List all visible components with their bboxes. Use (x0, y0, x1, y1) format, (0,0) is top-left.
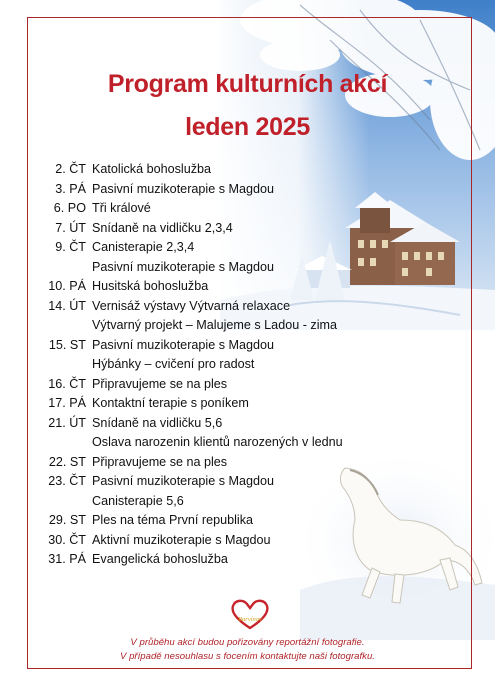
event-row (0, 338, 495, 358)
footer-note-2: V případě nesouhlasu s focením kontaktujte naši fotografku. (120, 651, 375, 662)
event-row (0, 357, 495, 377)
event-text: Připravujeme se na ples (92, 376, 228, 391)
event-text: Oslava narozenin klientů narozených v lednu (92, 435, 343, 449)
event-row (0, 318, 495, 338)
event-date: 6. PO (53, 201, 86, 215)
event-text: Snídaně na vidličku 5,6 (92, 415, 223, 430)
event-text: Aktivní muzikoterapie s Magdou (92, 532, 271, 547)
event-date: 23. ČT (48, 474, 86, 488)
event-date: 30. ČT (48, 532, 86, 547)
event-text: Canisterapie 5,6 (92, 493, 184, 508)
event-text: Evangelická bohoslužba (92, 552, 228, 566)
event-row (0, 416, 495, 436)
event-row (0, 396, 495, 416)
event-row (0, 221, 495, 241)
event-row (0, 377, 495, 397)
event-text: Canisterapie 2,3,4 (92, 240, 195, 254)
event-row (0, 435, 495, 455)
event-row (0, 513, 495, 533)
event-date: 3. PÁ (55, 181, 86, 196)
event-date: 21. ÚT (48, 415, 86, 430)
event-row (0, 182, 495, 202)
event-date: 31. PÁ (48, 552, 86, 566)
event-date: 29. ST (48, 513, 86, 527)
event-date: 14. ÚT (48, 298, 86, 313)
footer-note-1: V průběhu akcí budou pořizovány reportážní fotografie. (130, 637, 365, 648)
event-date: 9. ČT (55, 240, 86, 254)
page-subtitle-month: leden 2025 (185, 113, 310, 141)
event-date: 7. ÚT (55, 220, 86, 235)
event-text: Hýbánky – cvičení pro radost (92, 357, 255, 371)
event-date: 16. ČT (48, 376, 86, 391)
event-row (0, 474, 495, 494)
event-date: 17. PÁ (48, 396, 86, 410)
page-title: Program kulturních akcí (107, 70, 388, 98)
event-text: Pasivní muzikoterapie s Magdou (92, 337, 275, 352)
event-text: Kontaktní terapie s poníkem (92, 396, 249, 410)
event-date: 15. ST (48, 337, 86, 352)
event-row (0, 260, 495, 280)
event-row (0, 162, 495, 182)
event-row (0, 201, 495, 221)
event-row (0, 240, 495, 260)
event-date: 2. ČT (55, 162, 86, 176)
event-text: Katolická bohoslužba (92, 162, 212, 176)
event-text: Připravujeme se na ples (92, 454, 228, 469)
event-text: Vernisáž výstavy Výtvarná relaxace (92, 298, 291, 313)
event-row (0, 533, 495, 553)
heart-logo (228, 597, 272, 631)
event-text: Výtvarný projekt – Malujeme s Ladou - zima (92, 318, 337, 332)
event-text: Pasivní muzikoterapie s Magdou (92, 474, 275, 488)
event-text: Pasivní muzikoterapie s Magdou (92, 259, 275, 274)
event-text: Ples na téma První republika (92, 513, 254, 527)
event-text: Snídaně na vidličku 2,3,4 (92, 220, 233, 235)
event-row (0, 455, 495, 475)
event-date: 10. PÁ (48, 279, 86, 293)
event-row (0, 279, 495, 299)
event-text: Husitská bohoslužba (92, 279, 209, 293)
logo-text: Barvínov (238, 616, 262, 623)
event-text: Pasivní muzikoterapie s Magdou (92, 181, 275, 196)
event-row (0, 552, 495, 572)
event-row (0, 494, 495, 514)
event-date: 22. ST (48, 454, 86, 469)
event-row (0, 299, 495, 319)
event-text: Tři králové (92, 201, 151, 215)
